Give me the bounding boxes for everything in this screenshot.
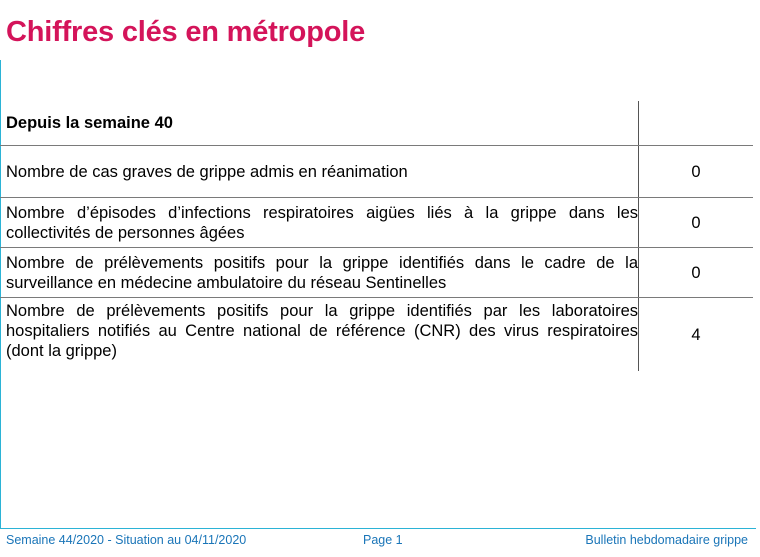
row-label: Nombre de prélèvements positifs pour la grippe identifiés par les laboratoires hospitaliers notifiés au Centre national de référence (CNR) des virus respiratoires (dont la grippe) (0, 298, 639, 372)
row-label: Nombre de cas graves de grippe admis en réanimation (0, 146, 639, 198)
table-header-row (0, 101, 753, 146)
table-header-value (639, 101, 754, 146)
row-value: 0 (639, 146, 754, 198)
table-row (0, 198, 753, 248)
page-title: Chiffres clés en métropole (6, 16, 366, 48)
footer-bulletin-name: Bulletin hebdomadaire grippe (585, 533, 748, 547)
footer-week-status: Semaine 44/2020 - Situation au 04/11/2020 (6, 533, 247, 547)
row-label: Nombre de prélèvements positifs pour la grippe identifiés dans le cadre de la surveillance en médecine ambulatoire du réseau Sentinelles (0, 248, 639, 298)
row-value: 0 (639, 248, 754, 298)
row-value: 0 (639, 198, 754, 248)
table-row (0, 248, 753, 298)
footer-rule (0, 528, 756, 529)
table-row (0, 146, 753, 198)
table-header-label: Depuis la semaine 40 (0, 101, 639, 146)
table-row (0, 298, 753, 372)
row-label: Nombre d’épisodes d’infections respiratoires aigües liés à la grippe dans les collectivités de personnes âgées (0, 198, 639, 248)
footer-page-number: Page 1 (363, 533, 403, 547)
row-value: 4 (691, 325, 701, 344)
key-figures-table (0, 101, 753, 371)
